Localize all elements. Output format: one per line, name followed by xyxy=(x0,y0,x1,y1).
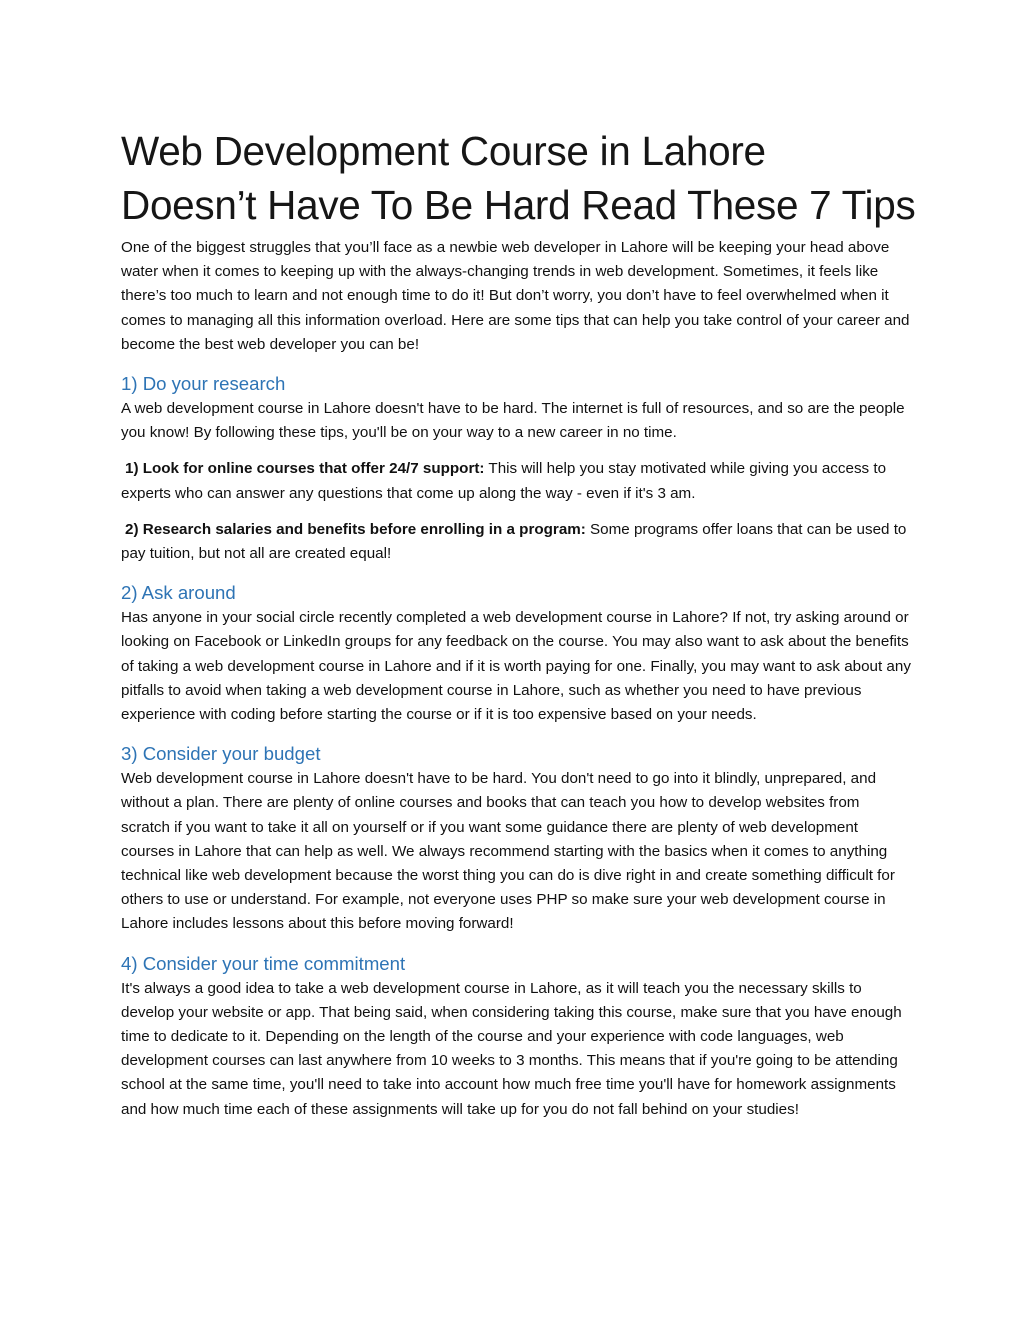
section-body-research: A web development course in Lahore doesn't have to be hard. The internet is full of resources, and so are the people you know! By following these tips, you'll be on your way to a new career in no time. xyxy=(121,400,905,442)
tip-online-courses xyxy=(121,457,911,505)
page-title-line-1: Web Development Course in Lahore xyxy=(121,128,766,174)
section-body-budget: Web development course in Lahore doesn't have to be hard. You don't need to go into it blindly, unprepared, and without a plan. There are plenty of online courses and books that can teach you how to develop websites from scratch if you want to take it all on yourself or if you want some guidance there are plenty of web development courses in Lahore that can help as well. We always recommend starting with the basics when it comes to anything technical like web development because the worst thing you can do is dive right in and create something difficult for others to use or understand. For example, not everyone uses PHP so make sure your web development course in Lahore includes lessons about this before moving forward! xyxy=(121,770,895,933)
section-heading-research: 1) Do your research xyxy=(121,373,286,395)
section-heading-budget: 3) Consider your budget xyxy=(121,743,321,765)
section-body-ask-around: Has anyone in your social circle recently completed a web development course in Lahore? If not, try asking around or looking on Facebook or LinkedIn groups for any feedback on the course. You may also want to ask about the benefits of taking a web development course in Lahore and if it is worth paying for one. Finally, you may want to ask about any pitfalls to avoid when taking a web development course in Lahore, such as whether you need to have previous experience with coding before starting the course or if it is too expensive based on your needs. xyxy=(121,609,911,724)
intro-paragraph: One of the biggest struggles that you’ll face as a newbie web developer in Lahore will be keeping your head above water when it comes to keeping up with the always-changing trends in web development. Sometimes, it feels like there’s too much to learn and not enough time to do it! But don’t worry, you don’t have to feel overwhelmed when it comes to managing all this information overload. Here are some tips that can help you take control of your career and become the best web developer you can be! xyxy=(121,239,910,353)
tip-research-salaries-label: 2) Research salaries and benefits before enrolling in a program: xyxy=(125,520,586,538)
page-title xyxy=(121,124,916,232)
tip-research-salaries xyxy=(121,518,911,566)
section-heading-time-commitment: 4) Consider your time commitment xyxy=(121,952,406,974)
section-body-time-commitment: It's always a good idea to take a web development course in Lahore, as it will teach you the necessary skills to develop your website or app. That being said, when considering taking this course, make sure that you have enough time to dedicate to it. Depending on the length of the course and your experience with code languages, web development courses can last anywhere from 10 weeks to 3 months. This means that if you're going to be attending school at the same time, you'll need to take into account how much free time you'll have for homework assignments and how much time each of these assignments will take up for you do not fall behind on your studies! xyxy=(121,979,902,1118)
tip-research-salaries-text: Some programs offer loans that can be used to pay tuition, but not all are created equal! xyxy=(121,520,907,563)
document-page xyxy=(121,124,916,1122)
tip-online-courses-label: 1) Look for online courses that offer 24/7 support: xyxy=(125,460,485,478)
section-heading-ask-around: 2) Ask around xyxy=(121,582,236,604)
tip-online-courses-text: This will help you stay motivated while giving you access to experts who can answer any questions that come up along the way - even if it's 3 am. xyxy=(121,460,887,502)
page-title-line-2: Doesn’t Have To Be Hard Read These 7 Tips xyxy=(121,182,916,228)
